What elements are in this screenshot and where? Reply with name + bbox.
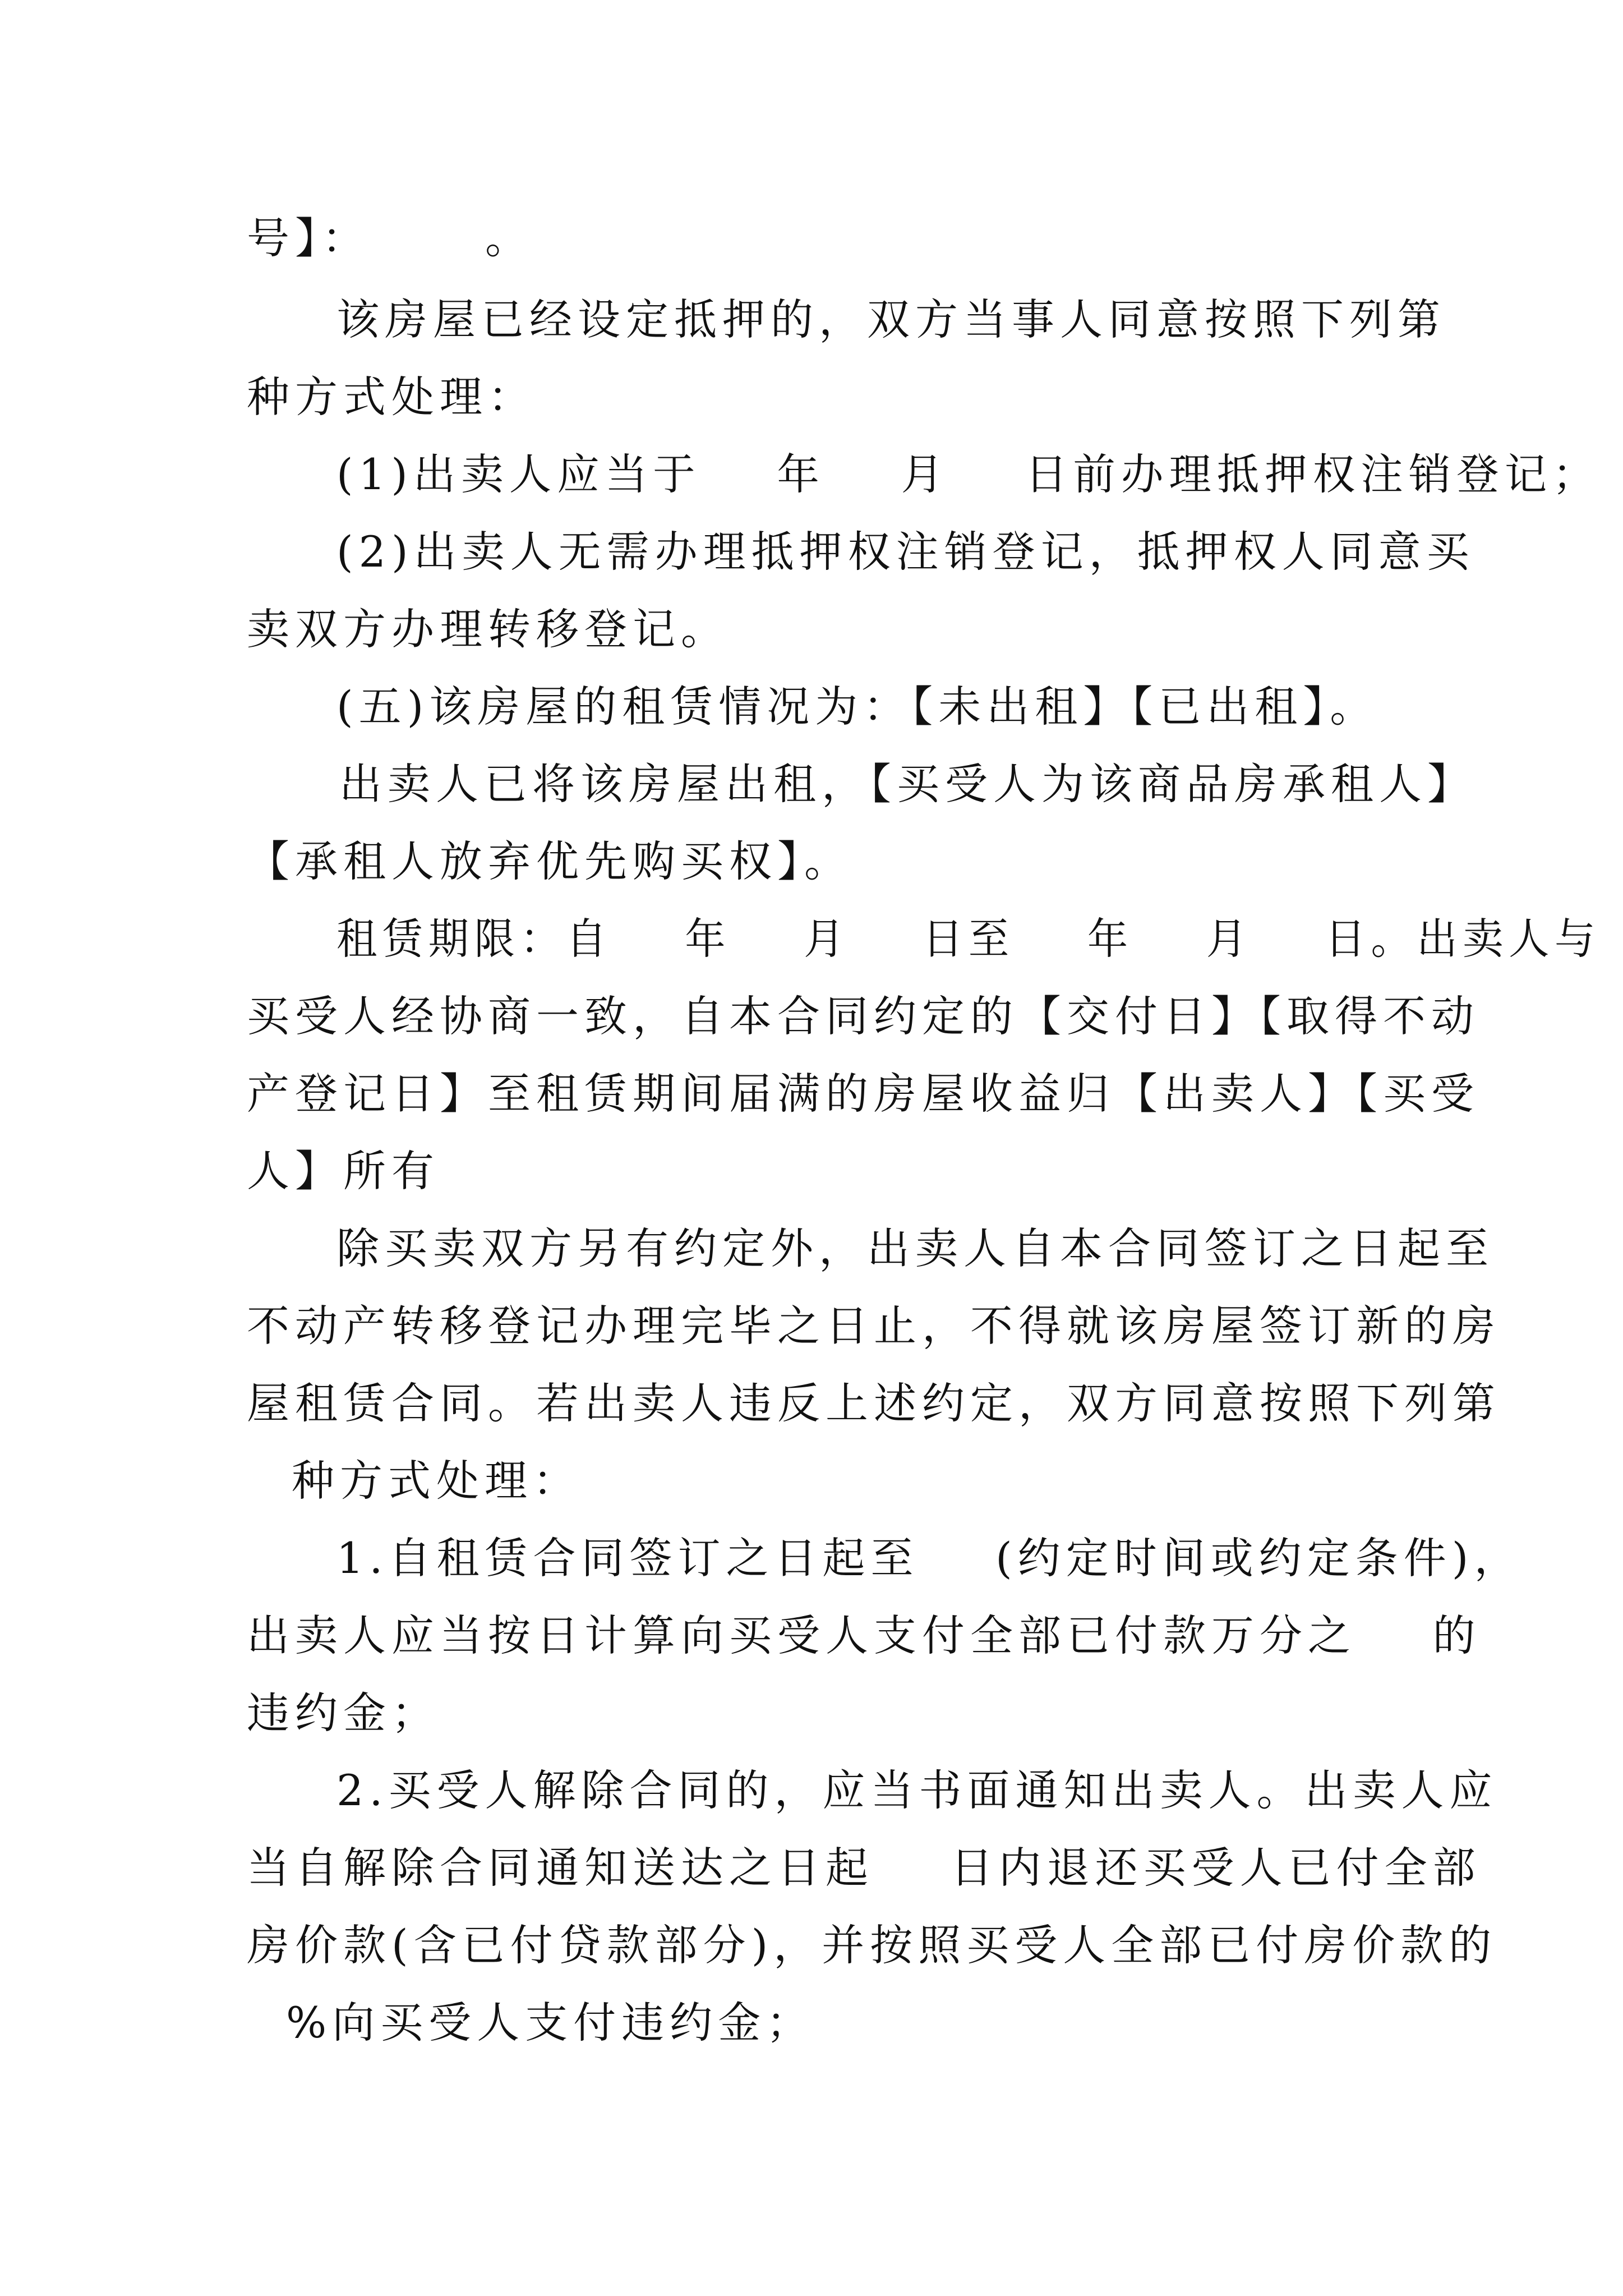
- paragraph-line: 买受人经协商一致，自本合同约定的【交付日】【取得不动: [247, 991, 1479, 1041]
- paragraph-line: 【承租人放弃优先购买权】。: [247, 836, 852, 886]
- paragraph-line: 房价款(含已付贷款部分)，并按照买受人全部已付房价款的: [247, 1920, 1497, 1970]
- paragraph-line: 人】所有: [247, 1146, 440, 1196]
- paragraph-line: 出卖人应当按日计算向买受人支付全部已付款万分之 的: [247, 1611, 1481, 1660]
- paragraph-line: 号】： 。: [247, 213, 533, 263]
- paragraph-line: (五)该房屋的租赁情况为：【未出租】【已出租】。: [336, 682, 1378, 731]
- paragraph-line: %向买受人支付违约金；: [286, 1998, 815, 2047]
- paragraph-line: 出卖人已将该房屋出租，【买受人为该商品房承租人】: [339, 759, 1476, 809]
- paragraph-line: 除买卖双方另有约定外，出卖人自本合同签订之日起至: [336, 1223, 1494, 1273]
- paragraph-line: 2.买受人解除合同的，应当书面通知出卖人。出卖人应: [336, 1765, 1498, 1815]
- paragraph-line: (2)出卖人无需办理抵押权注销登记，抵押权人同意买: [336, 527, 1475, 577]
- paragraph-line: 卖双方办理转移登记。: [247, 604, 729, 654]
- paragraph-line: (1)出卖人应当于 年 月 日前办理抵押权注销登记；: [336, 449, 1601, 499]
- paragraph-line: 1.自租赁合同签订之日起至 (约定时间或约定条件)，: [336, 1533, 1523, 1583]
- paragraph-line: 种方式处理：: [247, 372, 536, 422]
- paragraph-line: 种方式处理：: [292, 1456, 581, 1506]
- paragraph-line: 违约金；: [247, 1688, 440, 1738]
- paragraph-line: 产登记日】至租赁期间届满的房屋收益归【出卖人】【买受: [247, 1069, 1479, 1119]
- paragraph-line: 不动产转移登记办理完毕之日止，不得就该房屋签订新的房: [247, 1301, 1501, 1351]
- paragraph-line: 屋租赁合同。若出卖人违反上述约定，双方同意按照下列第: [247, 1378, 1501, 1428]
- paragraph-line: 当自解除合同通知送达之日起 日内退还买受人已付全部: [247, 1843, 1481, 1893]
- paragraph-line: 租赁期限：自 年 月 日至 年 月 日。出卖人与: [336, 914, 1601, 964]
- paragraph-line: 该房屋已经设定抵押的，双方当事人同意按照下列第: [336, 295, 1446, 344]
